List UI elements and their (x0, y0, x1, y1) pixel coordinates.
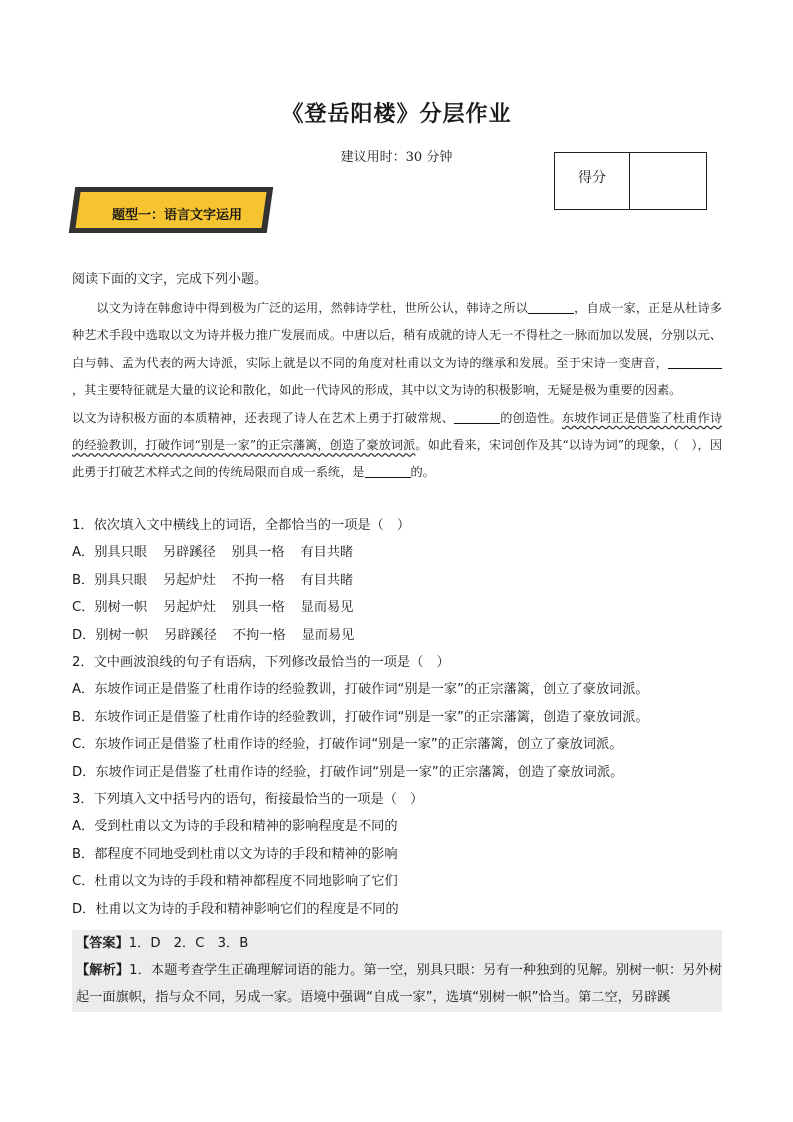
blank-4 (365, 465, 411, 478)
score-label: 得分 (555, 153, 630, 209)
option-word: 另辟蹊径 (164, 627, 217, 643)
option-letter: D． (72, 901, 96, 917)
suggested-time: 建议用时：30 分钟 (340, 150, 453, 165)
option-letter: B． (72, 572, 95, 588)
option-letter: A． (72, 545, 95, 561)
option-word: 有目共睹 (300, 572, 354, 588)
analysis-text (76, 957, 722, 1011)
passage-text: 的创造性。 (500, 410, 562, 425)
option-word: 别树一帜 (94, 600, 148, 616)
passage-paragraph-1 (72, 295, 722, 405)
wavy-underlined-sentence: 东坡作词正是借鉴了杜甫作诗的经验教训，打破作词“别是一家”的正宗藩篱，创造了豪放词派 (72, 410, 723, 453)
option-text: 杜甫以文为诗的手段和精神影响它们的程度是不同的 (95, 901, 399, 917)
option-letter: C． (72, 600, 95, 616)
option-row (72, 539, 722, 566)
question-stem: 3．下列填入文中括号内的语句，衔接最恰当的一项是（ ） (72, 792, 424, 808)
section-label: 题型一：语言文字运用 (112, 208, 243, 223)
option-word: 别具一格 (231, 545, 285, 561)
option-row (72, 813, 722, 840)
option-row (72, 759, 722, 786)
passage-text: ，其主要特征就是大量的议论和散化，如此一代诗风的形成，其中以文为诗的积极影响，无疑是极为重要的因素。 (72, 383, 682, 398)
option-text: 都程度不同地受到杜甫以文为诗的手段和精神的影响 (94, 846, 398, 862)
option-text: 杜甫以文为诗的手段和精神都程度不同地影响了它们 (94, 874, 398, 890)
option-word: 有目共睹 (300, 545, 354, 561)
analysis-label: 【解析】 (76, 963, 130, 978)
blank-3 (454, 410, 500, 423)
questions-list (72, 512, 722, 923)
option-text: 受到杜甫以文为诗的手段和精神的影响程度是不同的 (94, 819, 398, 835)
option-word: 别树一帜 (95, 627, 149, 643)
option-row (72, 567, 722, 594)
option-letter: C． (72, 874, 95, 890)
passage-text: 以文为诗积极方面的本质精神，还表现了诗人在艺术上勇于打破常规、 (72, 410, 455, 425)
passage-paragraph-2 (72, 405, 722, 487)
passage-text: ，自成一家，正是从杜诗多种艺术手段中选取以文为诗并极力推广发展而成。中唐以后，稍有成就的诗人无一不得杜之一脉而加以发展，分别以元、白与韩、孟为代表的两大诗派，实际上就是以不同的角度对杜甫以文为诗的继承和发展。至于宋诗一变唐音， (72, 301, 723, 370)
option-word: 别具只眼 (94, 572, 147, 588)
option-letter: D． (72, 764, 96, 780)
section-banner (72, 187, 270, 233)
answer-block (72, 930, 722, 1012)
option-word: 显而易见 (301, 627, 355, 643)
reading-passage (72, 295, 722, 487)
option-text: 东坡作词正是借鉴了杜甫作诗的经验教训，打破作词“别是一家”的正宗藩篱，创造了豪放词派。 (94, 709, 649, 725)
passage-text: 。如此看来，宋词创作及其“以诗为词”的现象，（ ），因此勇于打破艺术样式之间的传统局限而自成一系统，是 (72, 438, 723, 480)
option-text: 东坡作词正是借鉴了杜甫作诗的经验，打破作词“别是一家”的正宗藩篱，创立了豪放词派。 (94, 737, 623, 753)
option-letter: B． (72, 709, 95, 725)
answer-label: 【答案】 (76, 936, 129, 951)
passage-text: 以文为诗在韩愈诗中得到极为广泛的运用，然韩诗学杜，世所公认，韩诗之所以 (96, 301, 529, 315)
option-word: 别具只眼 (94, 545, 147, 561)
option-word: 别具一格 (231, 600, 285, 616)
analysis-body: 1．本题考查学生正确理解词语的能力。第一空，别具只眼：另有一种独到的见解。别树一帜：另外树起一面旗帜，指与众不同，另成一家。语境中强调“自成一家”，选填“别树一帜”恰当。第二空，另辟蹊 (76, 963, 723, 1006)
answer-text: 1．D 2．C 3．B (128, 936, 249, 951)
option-text: 东坡作词正是借鉴了杜甫作诗的经验教训，打破作词“别是一家”的正宗藩篱，创立了豪放词派。 (94, 682, 649, 698)
option-row (72, 896, 722, 923)
instruction-text: 阅读下面的文字，完成下列小题。 (72, 272, 268, 287)
option-letter: A． (72, 682, 95, 698)
option-letter: B． (72, 846, 95, 862)
option-row (72, 622, 722, 649)
score-box (554, 152, 707, 210)
option-text: 东坡作词正是借鉴了杜甫作诗的经验，打破作词“别是一家”的正宗藩篱，创造了豪放词派。 (95, 764, 624, 780)
answer-line (76, 930, 248, 957)
option-letter: A． (72, 819, 95, 835)
option-row (72, 731, 722, 758)
option-word: 另起炉灶 (163, 572, 216, 588)
blank-1 (528, 301, 574, 314)
option-word: 不拘一格 (232, 627, 286, 643)
score-value-cell (630, 153, 706, 209)
option-row (72, 676, 722, 703)
option-row (72, 841, 722, 868)
blank-2 (668, 356, 722, 369)
option-letter: C． (72, 737, 95, 753)
question-stem: 2．文中画波浪线的句子有语病，下列修改最恰当的一项是（ ） (72, 655, 450, 671)
passage-text: 的。 (410, 465, 435, 480)
option-word: 不拘一格 (231, 572, 285, 588)
page-title: 《登岳阳楼》分层作业 (281, 101, 512, 127)
option-row (72, 704, 722, 731)
option-row (72, 868, 722, 895)
option-word: 另辟蹊径 (162, 545, 216, 561)
option-word: 显而易见 (300, 600, 354, 616)
option-letter: D． (72, 627, 96, 643)
question-stem: 1．依次填入文中横线上的词语，全都恰当的一项是（ ） (72, 518, 411, 533)
option-row (72, 594, 722, 621)
option-word: 另起炉灶 (163, 600, 216, 616)
